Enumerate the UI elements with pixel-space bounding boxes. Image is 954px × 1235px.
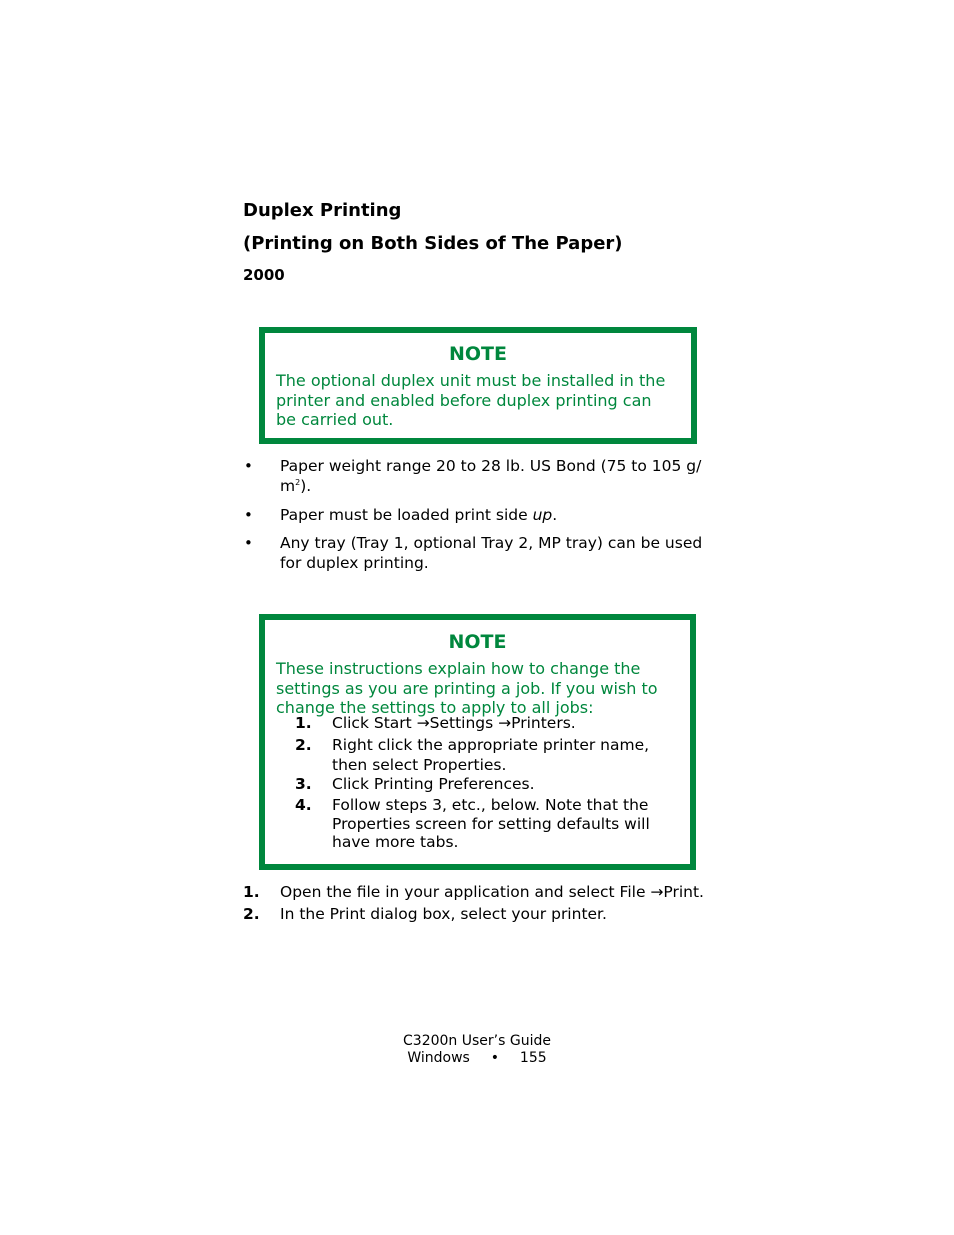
note-text-line: be carried out. [276,410,394,429]
step-number: 3. [295,775,312,793]
bullet-text-line: Any tray (Tray 1, optional Tray 2, MP tray) can be used [280,534,703,552]
bullet-text [280,534,730,573]
footer-separator: • [490,1050,500,1066]
step-text-line: then select Properties. [332,755,507,774]
page-subtitle: (Printing on Both Sides of The Paper) [243,233,623,254]
step-number: 4. [295,796,312,814]
bullet-icon: • [244,506,253,524]
bullet-icon: • [244,457,253,475]
os-version-heading: 2000 [243,266,285,284]
unit-base: m [280,476,296,495]
bullet-text-line [280,477,730,497]
footer-page-info [0,1050,954,1067]
step-text-line: Click Printing Preferences. [332,775,535,793]
step-text [332,736,692,775]
step-text-line: Click Start →Settings →Printers. [332,714,576,732]
bullet-text [280,506,730,526]
bullet-text-line: Paper weight range 20 to 28 lb. US Bond (75 to 105 g/ [280,457,702,475]
note-text [276,659,691,718]
step-text: Open the file in your application and select File →Print. [280,883,704,901]
unit-superscript: 2 [295,477,301,487]
note-box-instructions [259,614,696,870]
emphasis-text: up [532,506,553,524]
bullet-text-part: . [552,506,558,524]
note-text-line: The optional duplex unit must be installed in the [276,371,666,390]
page-title: Duplex Printing [243,200,402,221]
step-text [332,796,692,852]
step-number: 2. [243,905,260,923]
bullet-text-line: for duplex printing. [280,553,429,572]
note-title: NOTE [448,631,507,653]
unit-tail: ). [300,476,312,495]
footer-guide-title: C3200n User’s Guide [403,1033,551,1049]
step-text-line: Follow steps 3, etc., below. Note that the [332,796,649,814]
step-text-line: Properties screen for setting defaults will [332,814,650,833]
step-text-line: have more tabs. [332,833,459,851]
step-text [332,775,692,795]
footer-section: Windows [407,1050,470,1066]
step-text-line: Right click the appropriate printer name, [332,736,650,754]
bullet-text [280,457,730,496]
step-number: 2. [295,736,312,754]
bullet-icon: • [244,534,253,552]
note-text-line: change the settings to apply to all jobs: [276,698,594,717]
note-text-line: These instructions explain how to change the [276,659,641,678]
note-text-line: printer and enabled before duplex printing can [276,390,652,410]
step-number: 1. [243,883,260,901]
step-text: In the Print dialog box, select your printer. [280,905,607,923]
note-text-line: settings as you are printing a job. If you wish to [276,678,658,698]
note-box-duplex-unit [259,327,697,444]
note-text [276,371,691,430]
step-text [332,714,692,734]
page-number: 155 [519,1050,547,1066]
bullet-text-part: Paper must be loaded print side [280,506,533,524]
note-title: NOTE [449,343,507,365]
step-number: 1. [295,714,312,732]
